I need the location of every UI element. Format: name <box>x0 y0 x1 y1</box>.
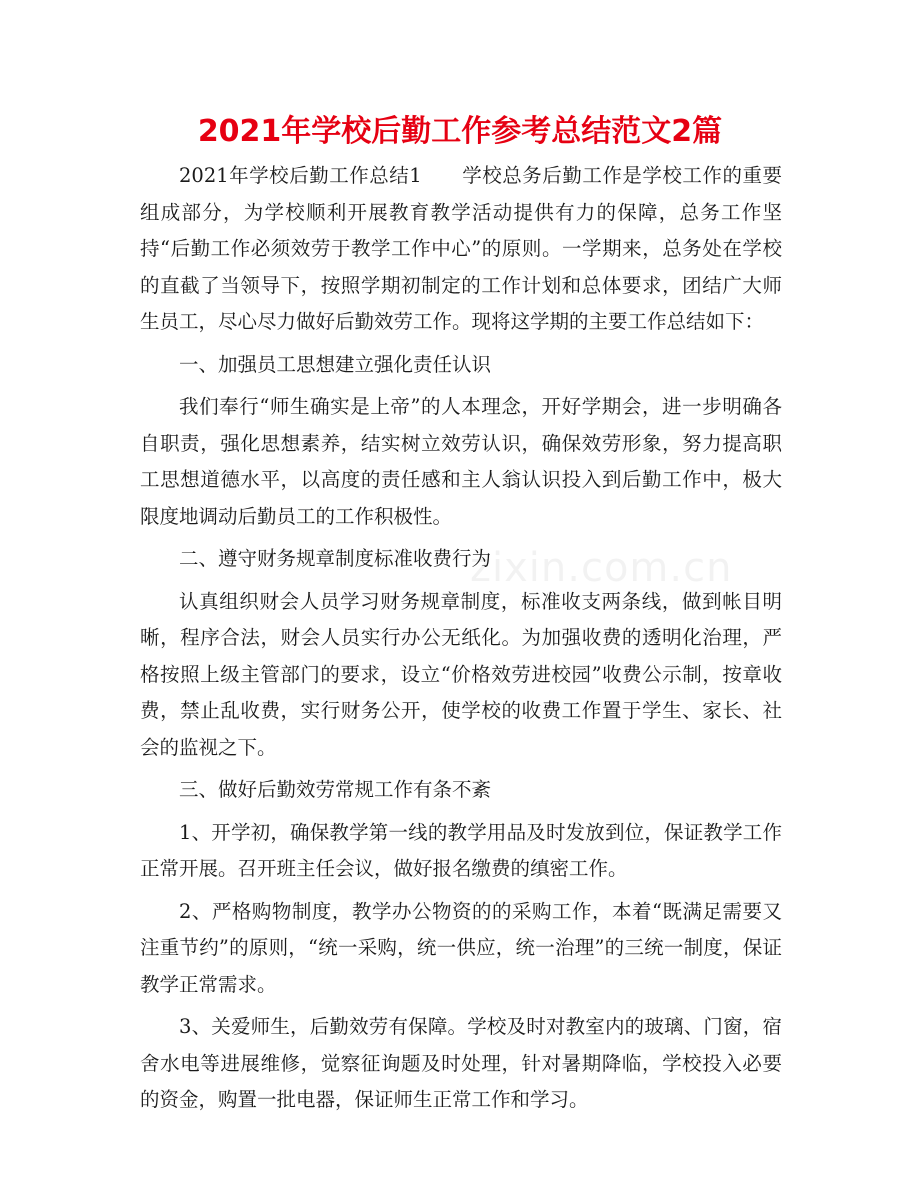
paragraph-section-1: 我们奉行“师生确实是上帝”的人本理念，开好学期会，进一步明确各自职责，强化思想素养，结实树立效劳认识，确保效劳形象，努力提高职工思想道德水平，以高度的责任感和主人翁认识投入到后勤工作中，极大限度地调动后勤员工的工作积极性。 <box>140 395 782 528</box>
list-item-1: 1、开学初，确保教学第一线的教学用品及时发放到位，保证教学工作正常开展。召开班主任会议，做好报名缴费的缜密工作。 <box>140 820 782 880</box>
document-title: 2021年学校后勤工作参考总结范文2篇 <box>197 114 723 149</box>
list-item-2: 2、严格购物制度，教学办公物资的的采购工作，本着“既满足需要又注重节约”的原则，“统一采购，统一供应，统一治理”的三统一制度，保证教学正常需求。 <box>140 899 782 996</box>
paragraph-intro: 2021年学校后勤工作总结1 学校总务后勤工作是学校工作的重要组成部分，为学校顺利开展教育教学活动提供有力的保障，总务工作坚持“后勤工作必须效劳于教学工作中心”的原则。一学期来，总务处在学校的直截了当领导下，按照学期初制定的工作计划和总体要求，团结广大师生员工，尽心尽力做好后勤效劳工作。现将这学期的主要工作总结如下： <box>140 164 782 333</box>
watermark: zixin.com.cn <box>470 545 733 591</box>
section-heading-2: 二、遵守财务规章制度标准收费行为 <box>179 547 492 570</box>
section-heading-1: 一、加强员工思想建立强化责任认识 <box>179 352 492 376</box>
document-body <box>140 158 782 1125</box>
list-item-3: 3、关爱师生，后勤效劳有保障。学校及时对教室内的玻璃、门窗，宿舍水电等进展维修，觉察征询题及时处理，针对暑期降临，学校投入必要的资金，购置一批电器，保证师生正常工作和学习。 <box>140 1015 782 1111</box>
paragraph-section-2: 认真组织财会人员学习财务规章制度，标准收支两条线，做到帐目明晰，程序合法，财会人员实行办公无纸化。为加强收费的透明化治理，严格按照上级主管部门的要求，设立“价格效劳进校园”收费公示制，按章收费，禁止乱收费，实行财务公开，使学校的收费工作置于学生、家长、社会的监视之下。 <box>140 589 782 759</box>
section-heading-3: 三、做好后勤效劳常规工作有条不紊 <box>179 778 492 801</box>
